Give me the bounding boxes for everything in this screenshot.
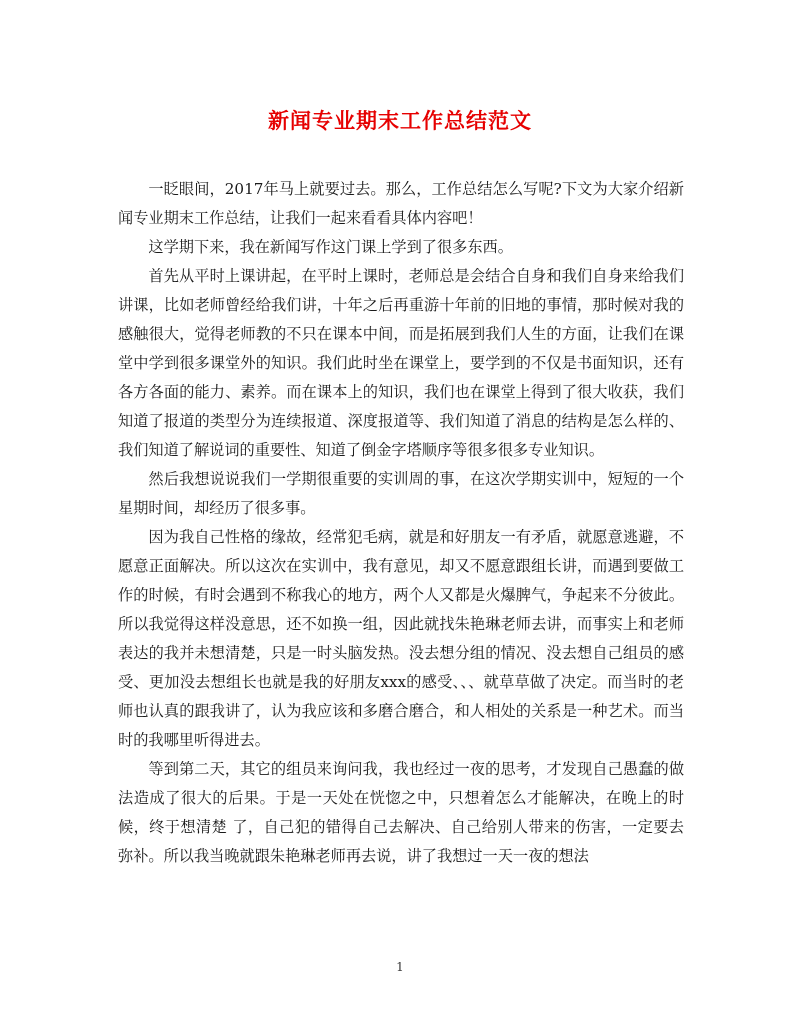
paragraph-intro: 一眨眼间，2017年马上就要过去。那么，工作总结怎么写呢?下文为大家介绍新闻专业期末工作总结，让我们一起来看看具体内容吧！ — [118, 180, 684, 227]
paragraph-classes: 首先从平时上课讲起，在平时上课时，老师总是会结合自身和我们自身来给我们讲课，比如老师曾经给我们讲，十年之后再重游十年前的旧地的事情，那时候对我的感触很大，觉得老师教的不只在课本中间，而是拓展到我们人生的方面，让我们在课堂中学到很多课堂外的知识。我们此时坐在课堂上，要学到的不仅是书面知识，还有各方各面的能力、素养。而在课本上的知识，我们也在课堂上得到了很大收获，我们知道了报道的类型分为连续报道、深度报道等、我们知道了消息的结构是怎么样的、我们知道了解说词的重要性、知道了倒金字塔顺序等很多很多专业知识。 — [118, 267, 684, 459]
paragraph-personality: 因为我自己性格的缘故，经常犯毛病，就是和好朋友一有矛盾，就愿意逃避，不愿意正面解决。所以这次在实训中，我有意见，却又不愿意跟组长讲，而遇到要做工作的时候，有时会遇到不称我心的地方，两个人又都是火爆脾气，争起来不分彼此。所以我觉得这样没意思，还不如换一组，因此就找朱艳琳老师去讲，而事实上和老师表达的我并未想清楚，只是一时头脑发热。没去想分组的情况、没去想自己组员的感受、更加没去想组长也就是我的好朋友xxx的感受、、、就草草做了决定。而当时的老师也认真的跟我讲了，认为我应该和多磨合磨合，和人相处的关系是一种艺术。而当时的我哪里听得进去。 — [118, 528, 684, 749]
paragraph-next-day: 等到第二天，其它的组员来询问我，我也经过一夜的思考，才发现自己愚蠢的做法造成了很大的后果。于是一天处在恍惚之中，只想着怎么才能解决，在晚上的时候，终于想清楚 了，自己犯的错得自己去解决、自己给别人带来的伤害，一定要去弥补。所以我当晚就跟朱艳琳老师再去说，讲了我想过一天一夜的想法 — [118, 760, 684, 865]
page-number: 1 — [396, 960, 404, 974]
paragraph-semester: 这学期下来，我在新闻写作这门课上学到了很多东西。 — [148, 238, 513, 256]
paragraph-training-week: 然后我想说说我们一学期很重要的实训周的事，在这次学期实训中，短短的一个星期时间，却经历了很多事。 — [118, 470, 684, 517]
document-body — [118, 175, 684, 871]
document-title: 新闻专业期末工作总结范文 — [268, 108, 532, 133]
